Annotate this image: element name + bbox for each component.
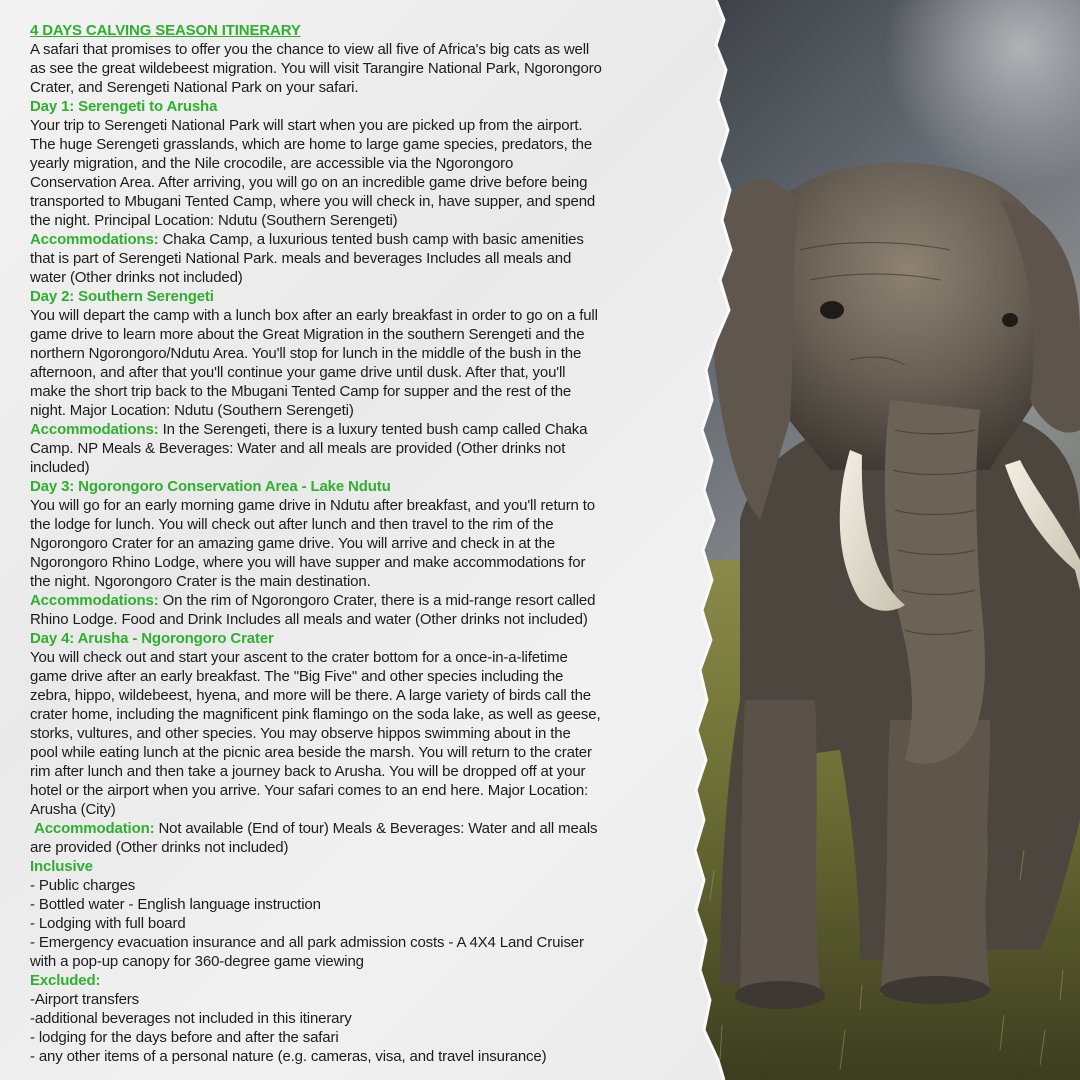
itinerary-title: 4 DAYS CALVING SEASON ITINERARY [30,22,301,39]
accommodation-label: Accommodation: [30,820,155,837]
accommodation-label: Accommodations: [30,421,159,438]
accommodation-text: On the rim of Ngorongoro Crater, there is a mid-range resort called Rhino Lodge. Food and Drink Includes all meals and water (Other drinks not included) [30,592,596,628]
intro-paragraph: A safari that promises to offer you the chance to view all five of Africa's big cats as well as see the great wildebeest migration. You will visit Tarangire National Park, Ngorongoro Crater, and Serengeti National Park on your safari. [30,41,602,96]
list-item: - Lodging with full board [30,915,186,932]
day-4-accommodation [30,819,602,857]
day-3-accommodation [30,591,602,629]
day-1-accommodation [30,230,602,287]
list-item: - any other items of a personal nature (e.g. cameras, visa, and travel insurance) [30,1048,547,1065]
list-item: - lodging for the days before and after the safari [30,1029,339,1046]
excluded-heading: Excluded: [30,972,101,989]
day-3-body: You will go for an early morning game drive in Ndutu after breakfast, and you'll return to the lodge for lunch. You will check out after lunch and then travel to the rim of the Ngorongoro Crater for an amazing game drive. You will arrive and check in at the Ngorongoro Rhino Lodge, where you will have supper and make accommodations for the night. Ngorongoro Crater is the main destination. [30,497,595,590]
inclusive-list [30,876,602,971]
accommodation-text: In the Serengeti, there is a luxury tented bush camp called Chaka Camp. NP Meals & Beverages: Water and all meals are provided (Other drinks not included) [30,421,588,476]
day-2-accommodation [30,420,602,477]
excluded-list [30,990,602,1066]
accommodation-label: Accommodations: [30,231,159,248]
inclusive-heading: Inclusive [30,858,93,875]
day-1-body: Your trip to Serengeti National Park will start when you are picked up from the airport. The huge Serengeti grasslands, which are home to large game species, predators, the yearly migration, and the Nile crocodile, are accessible via the Ngorongoro Conservation Area. After arriving, you will go on an incredible game drive before being transported to Mbugani Tented Camp, where you will check in, have supper, and spend the night. Principal Location: Ndutu (Southern Serengeti) [30,117,596,229]
list-item: - Public charges [30,877,136,894]
day-4-heading: Day 4: Arusha - Ngorongoro Crater [30,630,274,647]
accommodation-label: Accommodations: [30,592,159,609]
list-item: - Emergency evacuation insurance and all park admission costs - A 4X4 Land Cruiser with a pop-up canopy for 360-degree game viewing [30,934,584,970]
day-2-heading: Day 2: Southern Serengeti [30,288,214,305]
list-item: - Bottled water - English language instruction [30,896,321,913]
accommodation-text: Chaka Camp, a luxurious tented bush camp with basic amenities that is part of Serengeti National Park. meals and beverages Includes all meals and water (Other drinks not included) [30,231,584,286]
list-item: -Airport transfers [30,991,139,1008]
day-3-heading: Day 3: Ngorongoro Conservation Area - Lake Ndutu [30,478,391,495]
accommodation-text: Not available (End of tour) Meals & Beverages: Water and all meals are provided (Other drinks not included) [30,820,602,856]
day-4-body: You will check out and start your ascent to the crater bottom for a once-in-a-lifetime game drive after an early breakfast. The "Big Five" and other species including the zebra, hippo, wildebeest, hyena, and more will be there. A large variety of birds call the crater home, including the magnificent pink flamingo on the soda lake, as well as geese, storks, vultures, and other species. You may observe hippos swimming about in the pool while eating lunch at the picnic area beside the marsh. You will return to the crater rim after lunch and then take a journey back to Arusha. You will be dropped off at your hotel or the airport when you arrive. Your safari comes to an end here. Major Location: Arusha (City) [30,649,601,818]
day-1-heading: Day 1: Serengeti to Arusha [30,98,218,115]
day-2-body: You will depart the camp with a lunch box after an early breakfast in order to go on a full game drive to learn more about the Great Migration in the southern Serengeti and the northern Ngorongoro/Ndutu Area. You'll stop for lunch in the middle of the bush in the afternoon, and after that you'll continue your game drive until dusk. After that, you'll make the short trip back to the Mbugani Tented Camp for supper and the rest of the night. Major Location: Ndutu (Southern Serengeti) [30,307,598,419]
itinerary-text [30,21,602,1066]
list-item: -additional beverages not included in this itinerary [30,1010,352,1027]
